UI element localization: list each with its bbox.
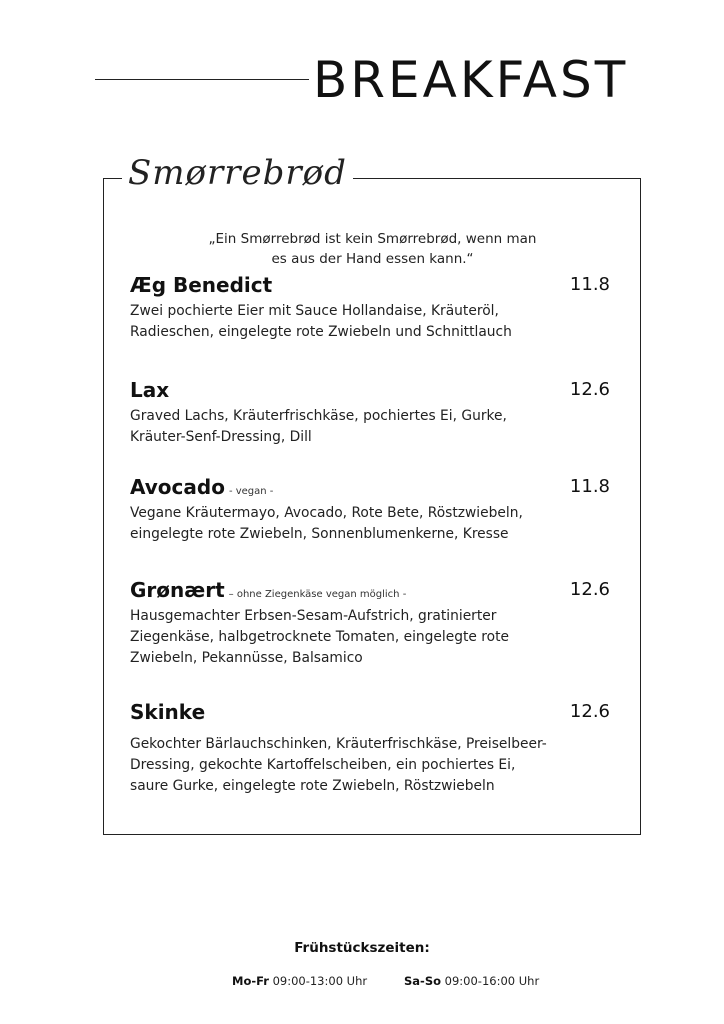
item-price: 11.8 [569,274,610,295]
item-description [130,606,620,669]
item-note: – ohne Ziegenkäse vegan möglich - [228,589,407,600]
item-name: Skinke [130,700,206,724]
desc-line: Kräuter-Senf-Dressing, Dill [130,429,312,445]
desc-line: Radieschen, eingelegte rote Zwiebeln und Schnittlauch [130,324,512,340]
item-price: 12.6 [569,701,610,722]
weekday-hours [232,974,367,988]
item-price: 11.8 [569,476,610,497]
weekend-label: Sa-So [404,974,441,988]
desc-line: Vegane Kräutermayo, Avocado, Rote Bete, Röstzwiebeln, [130,505,523,521]
menu-item-gronaert [130,576,620,669]
item-price: 12.6 [569,379,610,400]
item-name: Avocado [130,475,225,499]
title-rule [95,79,309,80]
desc-line: Gekochter Bärlauchschinken, Kräuterfrischkäse, Preiselbeer- [130,736,547,752]
menu-item-aeg-benedict [130,271,620,343]
menu-item-avocado [130,473,620,545]
desc-line: saure Gurke, eingelegte rote Zwiebeln, Röstzwiebeln [130,778,495,794]
weekend-time: 09:00-16:00 Uhr [444,974,540,988]
desc-line: Graved Lachs, Kräuterfrischkäse, pochiertes Ei, Gurke, [130,408,507,424]
desc-line: Ziegenkäse, halbgetrocknete Tomaten, eingelegte rote [130,629,509,645]
desc-line: Dressing, gekochte Kartoffelscheiben, ein pochiertes Ei, [130,757,516,773]
weekday-label: Mo-Fr [232,974,269,988]
page-title: BREAKFAST [313,51,629,109]
weekday-time: 09:00-13:00 Uhr [272,974,368,988]
item-description [130,406,620,448]
item-description [130,734,620,797]
item-description [130,503,620,545]
item-name: Grønært [130,578,225,602]
desc-line: Zwiebeln, Pekannüsse, Balsamico [130,650,363,666]
opening-hours-title: Frühstückszeiten: [294,940,430,956]
quote-line: „Ein Smørrebrød ist kein Smørrebrød, wenn man [208,231,537,247]
menu-item-skinke [130,698,620,797]
section-label: Smørrebrød [122,147,353,199]
menu-item-lax [130,376,620,448]
item-note: - vegan - [228,486,274,497]
item-price: 12.6 [569,579,610,600]
desc-line: eingelegte rote Zwiebeln, Sonnenblumenkerne, Kresse [130,526,509,542]
quote-line: es aus der Hand essen kann.“ [271,251,474,267]
weekend-hours [404,974,539,988]
item-name: Æg Benedict [130,273,273,297]
section-quote [170,229,575,269]
item-name: Lax [130,378,170,402]
item-description [130,301,620,343]
desc-line: Hausgemachter Erbsen-Sesam-Aufstrich, gratinierter [130,608,497,624]
desc-line: Zwei pochierte Eier mit Sauce Hollandaise, Kräuteröl, [130,303,499,319]
